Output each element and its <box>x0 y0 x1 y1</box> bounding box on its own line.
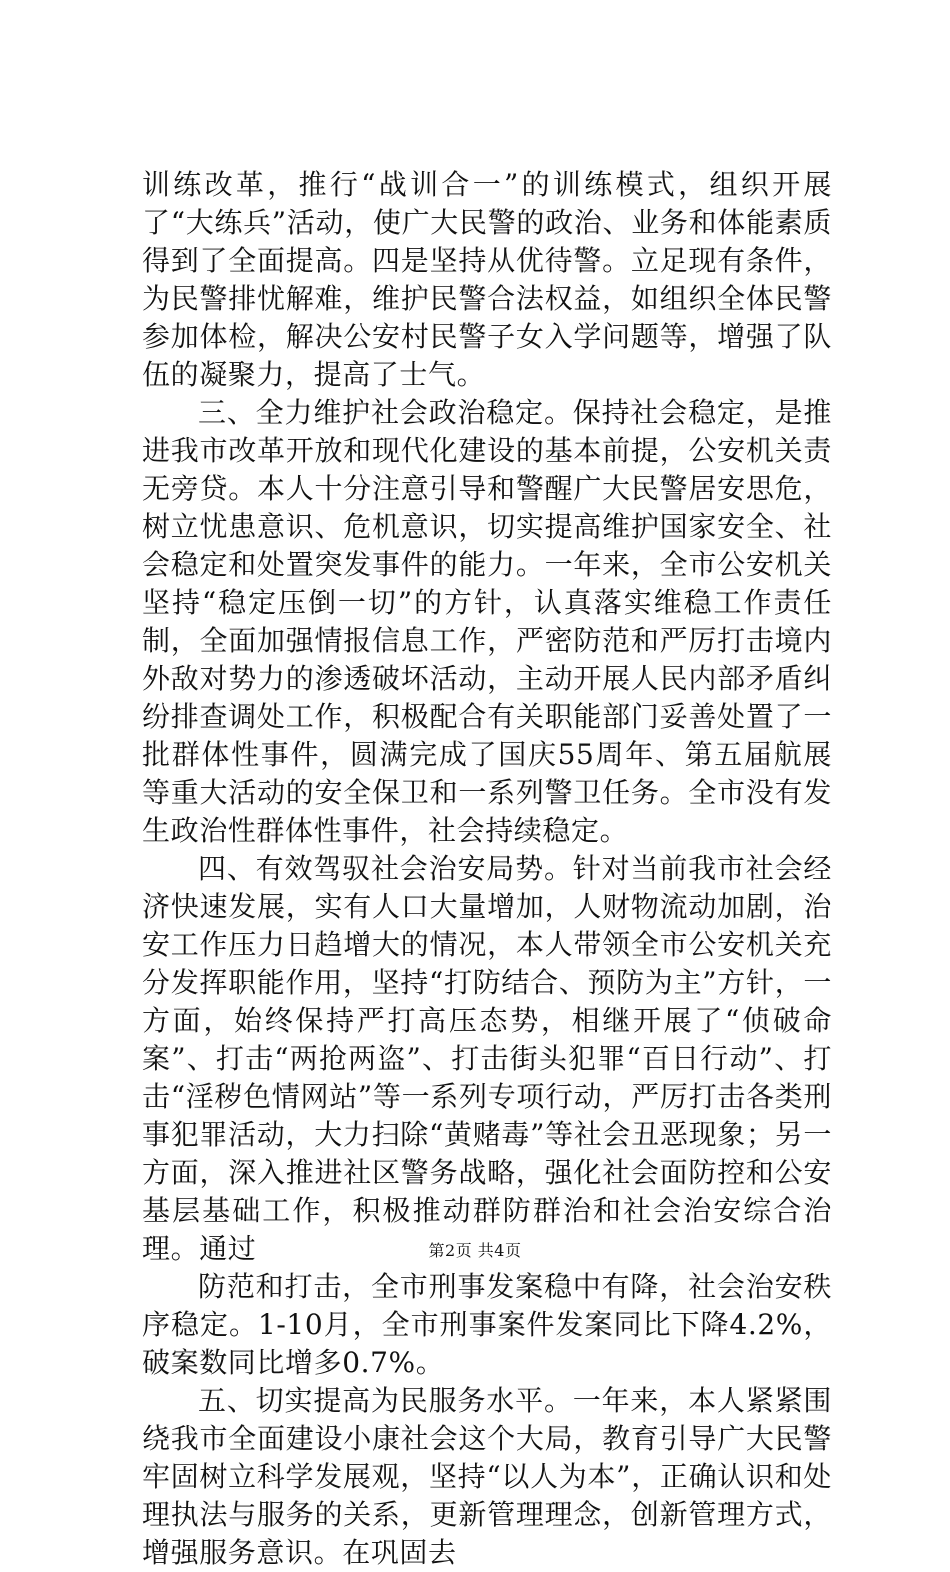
document-body <box>142 166 832 1572</box>
paragraph-section-five: 五、切实提高为民服务水平。一年来，本人紧紧围绕我市全面建设小康社会这个大局，教育引导广大民警牢固树立科学发展观，坚持“以人为本”，正确认识和处理执法与服务的关系，更新管理理念，创新管理方式，增强服务意识。在巩固去 <box>142 1384 832 1569</box>
paragraph-section-four: 四、有效驾驭社会治安局势。针对当前我市社会经济快速发展，实有人口大量增加，人财物流动加剧，治安工作压力日趋增大的情况，本人带领全市公安机关充分发挥职能作用，坚持“打防结合、预防为主”方针，一方面，始终保持严打高压态势，相继开展了“侦破命案”、打击“两抢两盗”、打击街头犯罪“百日行动”、打击“淫秽色情网站”等一系列专项行动，严厉打击各类刑事犯罪活动，大力扫除“黄赌毒”等社会丑恶现象；另一方面，深入推进社区警务战略，强化社会面防控和公安基层基础工作，积极推动群防群治和社会治安综合治理。通过 <box>142 852 832 1265</box>
paragraph-continuation: 训练改革，推行“战训合一”的训练模式，组织开展了“大练兵”活动，使广大民警的政治、业务和体能素质得到了全面提高。四是坚持从优待警。立足现有条件，为民警排忧解难，维护民警合法权益，如组织全体民警参加体检，解决公安村民警子女入学问题等，增强了队伍的凝聚力，提高了士气。 <box>142 168 832 391</box>
paragraph-section-three: 三、全力维护社会政治稳定。保持社会稳定，是推进我市改革开放和现代化建设的基本前提，公安机关责无旁贷。本人十分注意引导和警醒广大民警居安思危，树立忧患意识、危机意识，切实提高维护国家安全、社会稳定和处置突发事件的能力。一年来，全市公安机关坚持“稳定压倒一切”的方针，认真落实维稳工作责任制，全面加强情报信息工作，严密防范和严厉打击境内外敌对势力的渗透破坏活动，主动开展人民内部矛盾纠纷排查调处工作，积极配合有关职能部门妥善处置了一批群体性事件，圆满完成了国庆55周年、第五届航展等重大活动的安全保卫和一系列警卫任务。全市没有发生政治性群体性事件，社会持续稳定。 <box>142 396 832 847</box>
page-footer <box>0 1238 950 1261</box>
page-number-label: 第2页 共4页 <box>428 1241 522 1260</box>
paragraph-results: 防范和打击，全市刑事发案稳中有降，社会治安秩序稳定。1-10月，全市刑事案件发案同比下降4.2%，破案数同比增多0.7%。 <box>142 1270 832 1379</box>
